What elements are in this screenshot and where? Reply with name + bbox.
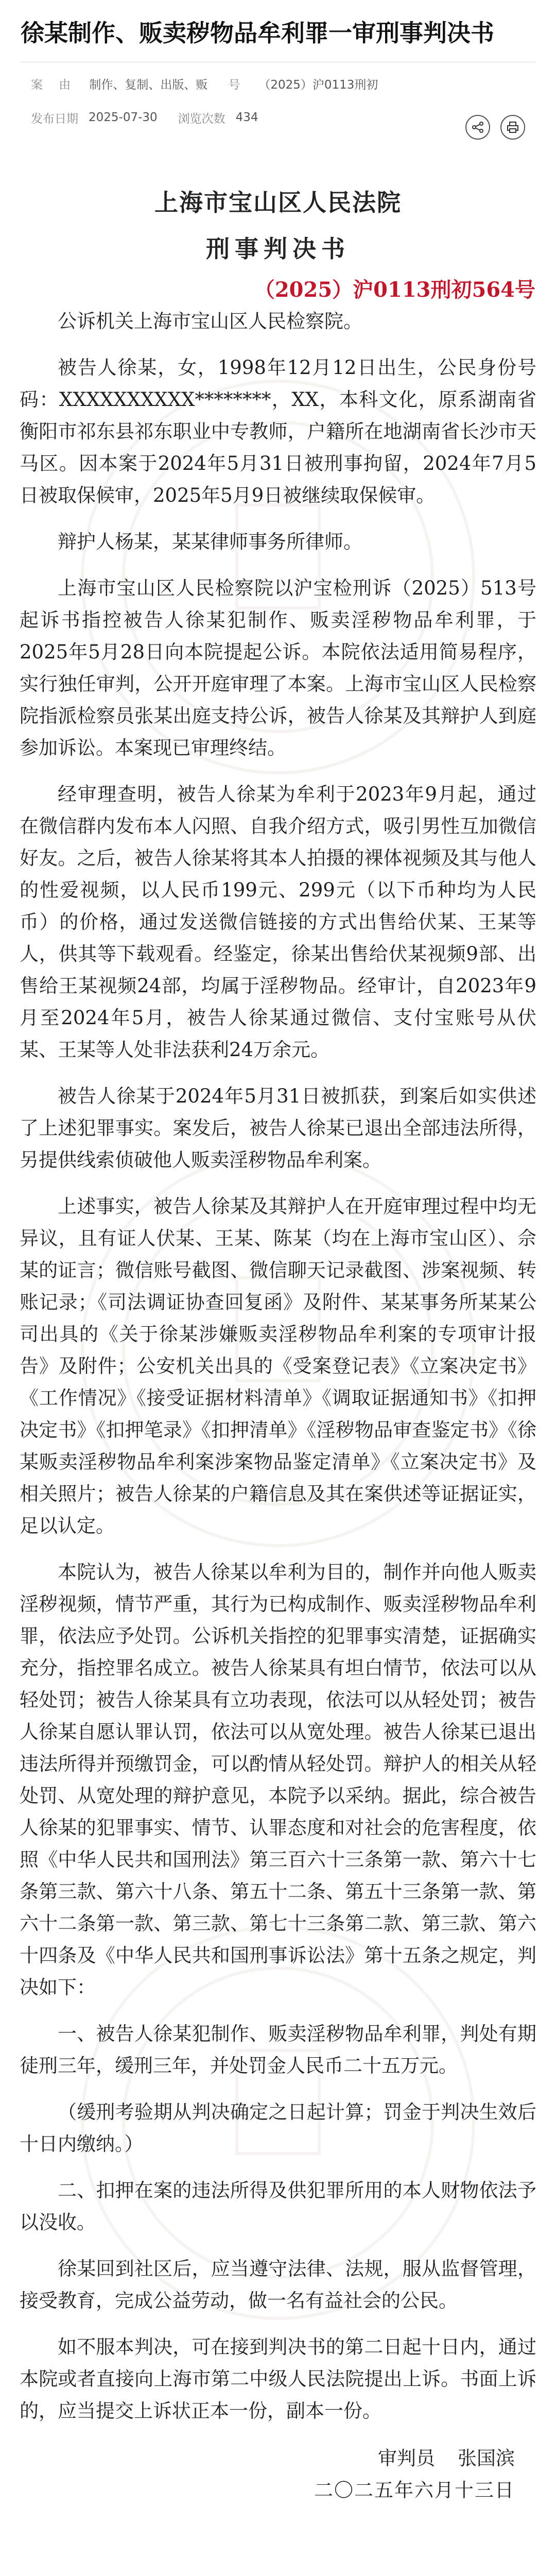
paragraph-facts: 经审理查明，被告人徐某为牟利于2023年9月起，通过在微信群内发布本人闪照、自我介绍方式，吸引男性互加微信好友。之后，被告人徐某将其本人拍摄的裸体视频及其与他人的性爱视频，以人民币199元、299元（以下币种均为人民币）的价格，通过发送微信链接的方式出售给伏某、王某等人，供其等下载观看。经鉴定，徐某出售给伏某视频9部、出售给王某视频24部，均属于淫秽物品。经审计，自2023年9月至2024年5月，被告人徐某通过微信、支付宝账号从伏某、王某等人处非法获利24万余元。 — [20, 783, 536, 1061]
paragraph-evidence: 上述事实，被告人徐某及其辩护人在开庭审理过程中均无异议，且有证人伏某、王某、陈某（均在上海市宝山区）、佘某的证言；微信账号截图、微信聊天记录截图、涉案视频、转账记录；《司法调证协查回复函》及附件、某某事务所某某公司出具的《关于徐某涉嫌贩卖淫秽物品牟利案的专项审计报告》及附件；公安机关出具的《受案登记表》《立案决定书》《工作情况》《接受证据材料清单》《调取证据通知书》《扣押决定书》《扣押笔录》《扣押清单》《淫秽物品审查鉴定书》《徐某贩卖淫秽物品牟利案涉案物品鉴定清单》《立案决定书》及相关照片；被告人徐某的户籍信息及其在案供述等证据证实，足以认定。 — [20, 1195, 536, 1537]
paragraph-verdict-note: （缓刑考验期从判决确定之日起计算；罚金于判决生效后十日内缴纳。） — [20, 2101, 536, 2155]
views-label: 浏览次数 — [178, 112, 225, 126]
judge-name: 张国滨 — [458, 2447, 515, 2469]
paragraph-verdict-1: 一、被告人徐某犯制作、贩卖淫秽物品牟利罪，判处有期徒刑三年，缓刑三年，并处罚金人民币二十五万元。 — [20, 2023, 536, 2077]
judgment-body — [0, 306, 556, 2427]
meta-row-publish — [31, 105, 525, 130]
paragraph-prosecutor: 公诉机关上海市宝山区人民检察院。 — [58, 310, 362, 332]
paragraph-opinion: 本院认为，被告人徐某以牟利为目的，制作并向他人贩卖淫秽视频，情节严重，其行为已构成制作、贩卖淫秽物品牟利罪，依法应予处罚。公诉机关指控的犯罪事实清楚，证据确实充分，指控罪名成立。被告人徐某具有坦白情节，依法可以从轻处罚；被告人徐某具有立功表现，依法可以从轻处罚；被告人徐某自愿认罪认罚，依法可以从宽处理。被告人徐某已退出违法所得并预缴罚金，可以酌情从轻处罚。辩护人的相关从轻处罚、从宽处理的辩护意见，本院予以采纳。据此，综合被告人徐某的犯罪事实、情节、认罪态度和对社会的危害程度，依照《中华人民共和国刑法》第三百六十三条第一款、第六十七条第三款、第六十八条、第五十二条、第五十三条第一款、第六十二条第一款、第三款、第七十三条第二款、第三款、第六十四条及《中华人民共和国刑事诉讼法》第十五条之规定，判决如下： — [20, 1561, 536, 1998]
publish-date-label: 发布日期 — [31, 112, 78, 126]
case-number-label: 号 — [228, 78, 247, 92]
paragraph-defendant: 被告人徐某，女，1998年12月12日出生，公民身份号码：XXXXXXXXXX********，XX，本科文化，原系湖南省衡阳市祁东县祁东职业中专教师，户籍所在地湖南省长沙市天马区。因本案于2024年5月31日被刑事拘留，2024年7月5日被取保候审，2025年5月9日被继续取保候审。 — [20, 357, 536, 506]
case-reason-label: 案 由 — [31, 78, 77, 92]
judgment-date: 二〇二五年六月十三日 — [314, 2479, 515, 2501]
case-number-value: （2025）沪0113刑初 — [258, 78, 378, 92]
paragraph-appeal: 如不服本判决，可在接到判决书的第二日起十日内，通过本院或者直接向上海市第二中级人民法院提出上诉。书面上诉的，应当提交上诉状正本一份，副本一份。 — [20, 2336, 536, 2422]
paragraph-arrest: 被告人徐某于2024年5月31日被抓获，到案后如实供述了上述犯罪事实。案发后，被告人徐某已退出全部违法所得，另提供线索侦破他人贩卖淫秽物品牟利案。 — [20, 1085, 536, 1171]
document-type: 刑事判决书 — [206, 235, 350, 263]
paragraph-community: 徐某回到社区后，应当遵守法律、法规，服从监督管理，接受教育，完成公益劳动，做一名有益社会的公民。 — [20, 2258, 536, 2312]
share-icon[interactable] — [465, 115, 490, 140]
print-icon[interactable] — [500, 115, 525, 140]
judge-row — [0, 2443, 515, 2475]
court-name: 上海市宝山区人民法院 — [154, 189, 402, 216]
meta-info — [0, 71, 556, 148]
case-number: （2025）沪0113刑初564号 — [254, 278, 535, 302]
paragraph-defender: 辩护人杨某，某某律师事务所律师。 — [58, 531, 362, 553]
views-value: 434 — [235, 111, 258, 124]
signature-block — [0, 2443, 556, 2506]
paragraph-procedure: 上海市宝山区人民检察院以沪宝检刑诉（2025）513号起诉书指控被告人徐某犯制作、贩卖淫秽物品牟利罪，于2025年5月28日向本院提起公诉。本院依法适用简易程序，实行独任审判，公开开庭审理了本案。上海市宝山区人民检察院指派检察员张某出庭支持公诉，被告人徐某及其辩护人到庭参加诉讼。本案现已审理终结。 — [20, 577, 536, 759]
paragraph-verdict-2: 二、扣押在案的违法所得及供犯罪所用的本人财物依法予以没收。 — [20, 2179, 536, 2233]
judge-label: 审判员 — [378, 2447, 435, 2469]
meta-row-case — [31, 71, 525, 96]
publish-date-value: 2025-07-30 — [89, 111, 158, 124]
case-reason-value: 制作、复制、出版、贩 — [89, 78, 208, 92]
meta-actions — [465, 115, 525, 140]
page-title: 徐某制作、贩卖秽物品牟利罪一审刑事判决书 — [21, 19, 494, 47]
